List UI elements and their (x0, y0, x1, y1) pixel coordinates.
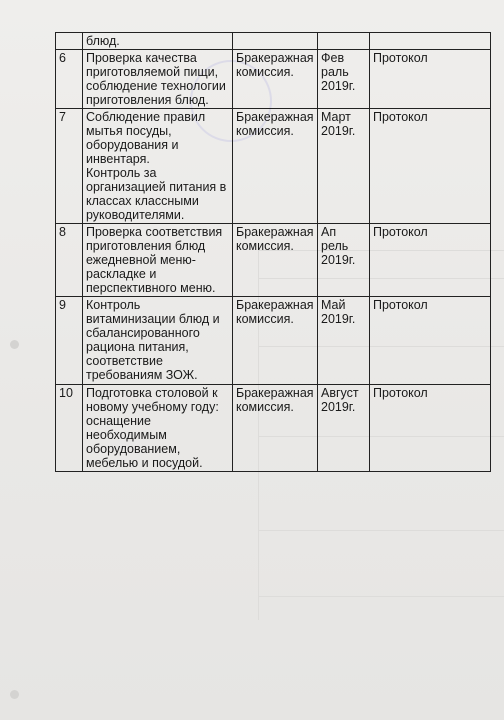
punch-hole (10, 340, 19, 349)
row-task: Проверка качества приготовляемой пищи, соблюдение технологии приготовления блюд. (83, 50, 233, 109)
table-row (56, 109, 491, 224)
row-number: 9 (56, 297, 83, 385)
row-deadline: Март 2019г. (318, 109, 370, 224)
row-responsible: Бракеражная комиссия. (233, 224, 318, 297)
table-row (56, 385, 491, 472)
row-report-form (370, 33, 491, 50)
row-number: 8 (56, 224, 83, 297)
row-report-form: Протокол (370, 385, 491, 472)
row-report-form: Протокол (370, 50, 491, 109)
punch-hole (10, 690, 19, 699)
row-task: Подготовка столовой к новому учебному году: оснащение необходимым оборудованием, мебелью и посудой. (83, 385, 233, 472)
row-task: Контроль витаминизации блюд и сбалансированного рациона питания, соответствие требованиям ЗОЖ. (83, 297, 233, 385)
table-row (56, 297, 491, 385)
row-deadline (318, 33, 370, 50)
row-responsible: Бракеражная комиссия. (233, 109, 318, 224)
row-report-form: Протокол (370, 109, 491, 224)
row-responsible: Бракеражная комиссия. (233, 297, 318, 385)
row-responsible: Бракеражная комиссия. (233, 50, 318, 109)
table-row (56, 50, 491, 109)
row-number: 10 (56, 385, 83, 472)
row-task: Соблюдение правил мытья посуды, оборудования и инвентаря. Контроль за организацией питания в классах классными руководителями. (83, 109, 233, 224)
row-number (56, 33, 83, 50)
row-deadline: Май 2019г. (318, 297, 370, 385)
row-task: блюд. (83, 33, 233, 50)
table-row (56, 33, 491, 50)
plan-table (55, 32, 491, 472)
row-report-form: Протокол (370, 297, 491, 385)
row-responsible: Бракеражная комиссия. (233, 385, 318, 472)
row-deadline: Фев раль 2019г. (318, 50, 370, 109)
row-responsible (233, 33, 318, 50)
row-report-form: Протокол (370, 224, 491, 297)
row-task: Проверка соответствия приготовления блюд ежедневной меню-раскладке и перспективного меню. (83, 224, 233, 297)
row-deadline: Август 2019г. (318, 385, 370, 472)
row-deadline: Ап рель 2019г. (318, 224, 370, 297)
table-row (56, 224, 491, 297)
row-number: 6 (56, 50, 83, 109)
row-number: 7 (56, 109, 83, 224)
